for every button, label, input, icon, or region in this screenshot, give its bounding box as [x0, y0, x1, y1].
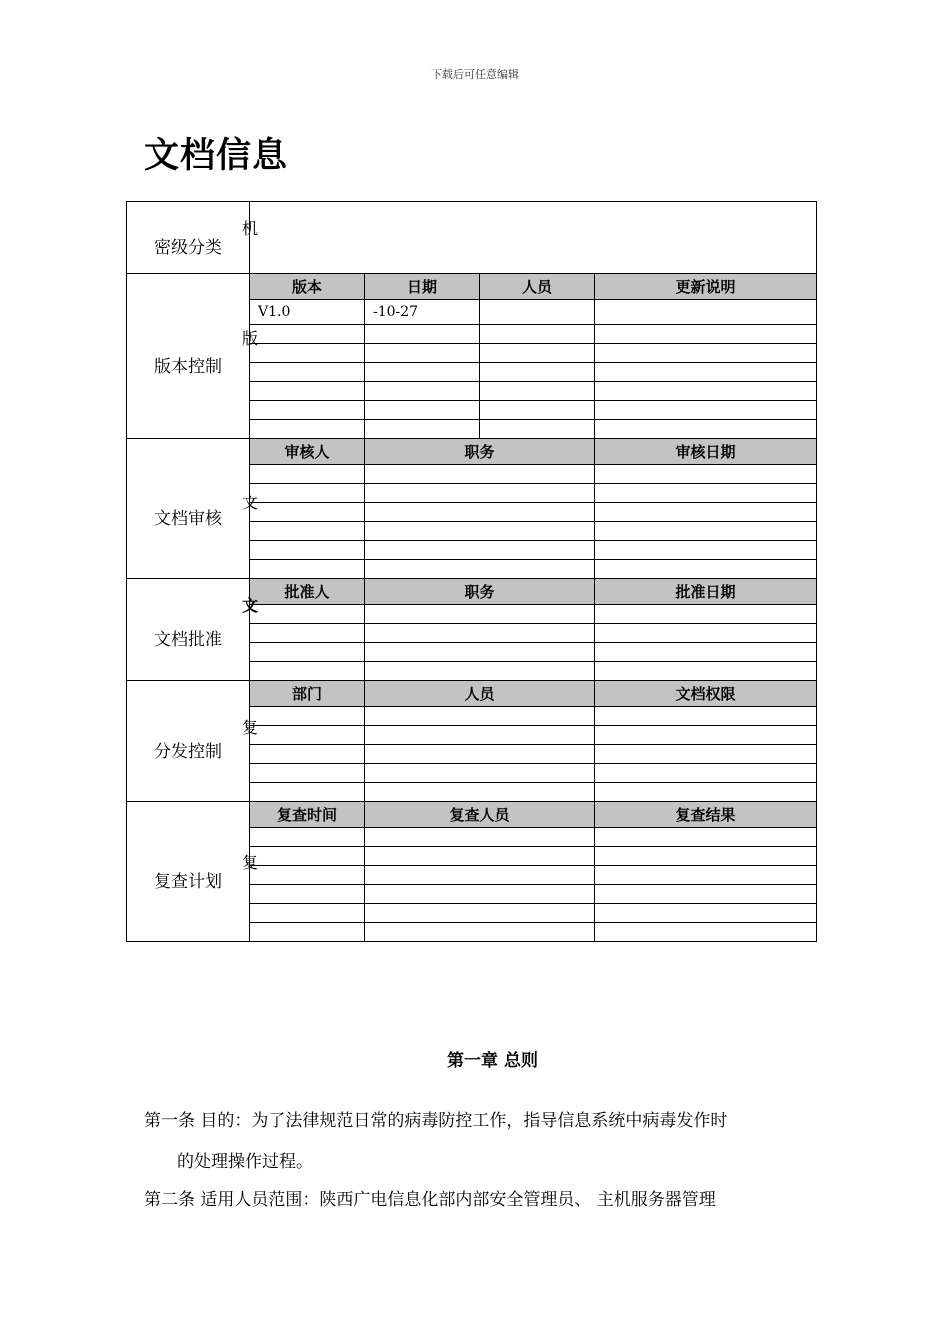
approval-label-cell: [127, 579, 250, 681]
review-header-position: 职务: [365, 439, 595, 465]
table-cell: [595, 382, 817, 401]
table-cell: [242, 847, 365, 872]
table-cell: [365, 885, 595, 904]
table-cell: [480, 382, 595, 401]
recheck-label-cell: [127, 802, 250, 942]
table-cell: [480, 325, 595, 344]
table-cell: [595, 344, 817, 363]
table-cell: [250, 344, 365, 363]
table-cell: [595, 420, 817, 439]
approval-header-approver: [242, 579, 365, 615]
distribution-label: 分发控制: [154, 741, 222, 762]
distribution-header-row: [127, 681, 817, 707]
table-cell: [242, 325, 365, 348]
table-cell: [365, 828, 595, 847]
security-label: 密级分类: [154, 238, 222, 258]
header-note: 下载后可任意编辑: [431, 68, 519, 81]
table-cell: [365, 541, 595, 560]
table-cell: [250, 923, 365, 942]
table-cell: [250, 541, 365, 560]
version-notes-cell: [595, 300, 817, 325]
table-cell: [250, 382, 365, 401]
version-date-cell: -10-27: [365, 300, 480, 325]
table-cell: [365, 904, 595, 923]
approval-header-row: [127, 579, 817, 605]
article-2: [144, 1190, 814, 1210]
table-cell: [365, 382, 480, 401]
version-label-cell: [127, 274, 250, 439]
table-cell: [595, 484, 817, 503]
table-cell: [250, 605, 365, 624]
chapter-title: 第一章 总则: [447, 1051, 538, 1071]
approval-stray-char: 文: [242, 596, 259, 615]
table-cell: [365, 745, 595, 764]
table-cell: [250, 885, 365, 904]
table-cell: [365, 764, 595, 783]
version-header-person: 人员: [480, 274, 595, 300]
distribution-stray-char: 复: [242, 718, 259, 737]
table-cell: [595, 363, 817, 382]
table-cell: [365, 401, 480, 420]
security-value-cell: [242, 202, 817, 274]
table-cell: [250, 783, 365, 802]
table-cell: [480, 401, 595, 420]
version-header-row: [127, 274, 817, 300]
table-cell: [250, 904, 365, 923]
table-cell: [250, 662, 365, 681]
table-cell: [365, 503, 595, 522]
version-header-version: 版本: [250, 274, 365, 300]
approval-header-date: 批准日期: [595, 579, 817, 605]
table-cell: [250, 866, 365, 885]
table-cell: [365, 522, 595, 541]
version-header-notes: 更新说明: [595, 274, 817, 300]
article-2-line1: 第二条 适用人员范围：陕西广电信息化部内部安全管理员、 主机服务器管理: [144, 1190, 716, 1210]
table-cell: [595, 828, 817, 847]
table-cell: [365, 866, 595, 885]
table-cell: [365, 643, 595, 662]
review-header-row: [127, 439, 817, 465]
review-label: 文档审核: [154, 509, 222, 529]
table-cell: [595, 662, 817, 681]
review-header-reviewer: 审核人: [250, 439, 365, 465]
version-label: 版本控制: [154, 356, 222, 377]
recheck-stray-char: 复: [242, 853, 259, 872]
security-label-cell: [127, 202, 250, 274]
recheck-header-person: 复查人员: [365, 802, 595, 828]
table-cell: [595, 541, 817, 560]
table-cell: [595, 522, 817, 541]
table-cell: [595, 401, 817, 420]
version-header-date: 日期: [365, 274, 480, 300]
table-cell: [480, 420, 595, 439]
table-cell: [250, 643, 365, 662]
review-header-date: 审核日期: [595, 439, 817, 465]
approval-label: 文档批准: [154, 630, 222, 650]
table-cell: [480, 363, 595, 382]
table-cell: [250, 828, 365, 847]
table-cell: [250, 503, 365, 522]
table-cell: [250, 764, 365, 783]
table-cell: [250, 363, 365, 382]
table-cell: [250, 560, 365, 579]
table-cell: [595, 503, 817, 522]
table-cell: [595, 783, 817, 802]
recheck-label: 复查计划: [154, 872, 222, 892]
approval-header-position: 职务: [365, 579, 595, 605]
table-cell: [365, 560, 595, 579]
table-cell: [365, 707, 595, 726]
recheck-header-time: 复查时间: [250, 802, 365, 828]
table-cell: [250, 465, 365, 484]
article-1-line2: 的处理操作过程。: [177, 1152, 313, 1172]
table-cell: [242, 707, 365, 737]
recheck-header-row: [127, 802, 817, 828]
table-cell: [595, 560, 817, 579]
distribution-header-department: 部门: [250, 681, 365, 707]
table-cell: [365, 325, 480, 344]
recheck-header-result: 复查结果: [595, 802, 817, 828]
table-cell: [595, 745, 817, 764]
table-cell: [595, 764, 817, 783]
approval-header-approver-text: 批准人: [284, 583, 330, 601]
table-cell: [595, 643, 817, 662]
table-cell: [595, 847, 817, 866]
table-cell: [250, 420, 365, 439]
table-cell: [595, 885, 817, 904]
article-1: [144, 1111, 814, 1172]
table-cell: [595, 904, 817, 923]
table-cell: [365, 420, 480, 439]
distribution-header-permission: 文档权限: [595, 681, 817, 707]
table-cell: [365, 363, 480, 382]
table-cell: [365, 726, 595, 745]
page-title: 文档信息: [144, 136, 289, 176]
review-label-cell: [127, 439, 250, 579]
table-cell: [595, 726, 817, 745]
security-value: 机: [242, 219, 259, 238]
table-cell: [595, 605, 817, 624]
table-cell: [595, 465, 817, 484]
distribution-label-cell: [127, 681, 250, 802]
table-cell: [365, 923, 595, 942]
table-cell: [365, 783, 595, 802]
table-cell: [242, 484, 365, 512]
table-cell: [365, 847, 595, 866]
review-stray-char: 文: [242, 493, 259, 512]
table-cell: [595, 866, 817, 885]
security-row: [127, 202, 817, 274]
table-cell: [365, 484, 595, 503]
table-cell: [595, 325, 817, 344]
table-cell: [250, 401, 365, 420]
table-cell: [365, 624, 595, 643]
table-cell: [365, 605, 595, 624]
table-cell: [365, 465, 595, 484]
table-cell: [365, 662, 595, 681]
table-cell: [595, 707, 817, 726]
table-cell: [595, 923, 817, 942]
table-cell: [250, 522, 365, 541]
article-1-line1: 第一条 目的：为了法律规范日常的病毒防控工作，指导信息系统中病毒发作时: [144, 1111, 728, 1131]
table-cell: [480, 344, 595, 363]
version-stray-char: 版: [242, 329, 259, 348]
table-cell: [365, 344, 480, 363]
table-cell: [250, 624, 365, 643]
table-cell: [250, 726, 365, 745]
table-cell: [595, 624, 817, 643]
version-person-cell: [480, 300, 595, 325]
version-cell: V1.0: [250, 300, 365, 325]
table-cell: [250, 745, 365, 764]
distribution-header-person: 人员: [365, 681, 595, 707]
document-info-table: [126, 201, 817, 942]
